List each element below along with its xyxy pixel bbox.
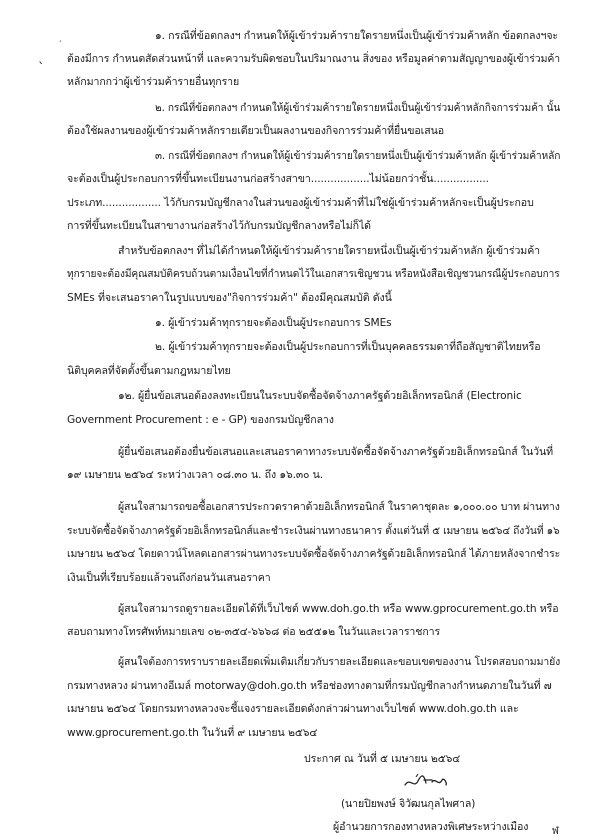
para-line: ๒. ผู้เข้าร่วมค้าทุกรายจะต้องเป็นผู้ประกอบการที่เป็นบุคคลธรรมดาที่ถือสัญชาติไทยหรือ — [155, 341, 541, 353]
para-line: ๓. กรณีที่ข้อตกลงฯ กำหนดให้ผู้เข้าร่วมค้ารายใดรายหนึ่งเป็นผู้เข้าร่วมค้าหลัก ผู้เข้าร่วมค้าหลัก — [155, 150, 561, 162]
para-line: ต้องใช้ผลงานของผู้เข้าร่วมค้าหลักรายเดียวเป็นผลงานของกิจการร่วมค้าที่ยื่นขอเสนอ — [67, 125, 444, 137]
para-line: จะต้องเป็นผู้ประกอบการที่ขึ้นทะเบียนงานก่อสร้างสาขา..................ไม่น้อยกว่าชั้น................. — [67, 173, 489, 185]
para-line: ประเภท.................. ไว้กับกรมบัญชีกลางในส่วนของผู้เข้าร่วมค้าที่ไม่ใช่ผู้เข้าร่วมค้าหลักจะเป็นผู้ประกอบ — [67, 197, 534, 209]
signature-image — [402, 771, 450, 793]
para-line: กรมทางหลวง ผ่านทางอีเมล์ motorway@doh.go.th หรือช่องทางตามที่กรมบัญชีกลางกำหนดภายในวันที่ ๗ — [67, 680, 552, 692]
para-line: ๑๙ เมษายน ๒๕๖๔ ระหว่างเวลา ๐๘.๓๐ น. ถึง ๑๖.๓๐ น. — [67, 469, 324, 481]
para-line: สอบถามทางโทรศัพท์หมายเลข ๐๒-๓๕๔-๖๖๖๘ ต่อ ๒๕๕๑๒ ในวันและเวลาราชการ — [67, 626, 441, 638]
para-line: หลักมากกว่าผู้เข้าร่วมค้ารายอื่นทุกราย — [67, 76, 240, 88]
margin-tick-mark: ˊ — [58, 40, 62, 49]
para-line: Government Procurement : e - GP) ของกรมบัญชีกลาง — [67, 414, 334, 426]
para-line: ผู้สนใจต้องการทราบรายละเอียดเพิ่มเติมเกี่ยวกับรายละเอียดและขอบเขตของงาน โปรดสอบถามมายัง — [118, 656, 561, 668]
para-line: ต้องมีการ กำหนดสัดส่วนหน้าที่ และความรับผิดชอบในปริมาณงาน สิ่งของ หรือมูลค่าตามสัญญาของผู้เข้าร่วมค้า — [67, 53, 561, 65]
para-line: ระบบจัดซื้อจัดจ้างภาครัฐด้วยอิเล็กทรอนิกส์และชำระเงินผ่านทางธนาคาร ตั้งแต่วันที่ ๕ เมษายน ๒๕๖๔ ถึงวันที่ ๑๖ — [67, 525, 560, 537]
para-line: ผู้ยื่นข้อเสนอต้องยื่นข้อเสนอและเสนอราคาทางระบบจัดซื้อจัดจ้างภาครัฐด้วยอิเล็กทรอนิกส์ ในวันที่ — [118, 446, 553, 458]
para-line: ผู้สนใจสามารถขอซื้อเอกสารประกวดราคาด้วยอิเล็กทรอนิกส์ ในราคาชุดละ ๑,๐๐๐.๐๐ บาท ผ่านทาง — [118, 501, 560, 513]
para-line: ๑๒. ผู้ยื่นข้อเสนอต้องลงทะเบียนในระบบจัดซื้อจัดจ้างภาครัฐด้วยอิเล็กทรอนิกส์ (Electronic — [118, 390, 522, 402]
para-line: ๑. กรณีที่ข้อตกลงฯ กำหนดให้ผู้เข้าร่วมค้ารายใดรายหนึ่งเป็นผู้เข้าร่วมค้าหลัก ข้อตกลงฯจะ — [155, 30, 559, 42]
initial-mark: ฬ — [552, 826, 559, 837]
para-line: ๑. ผู้เข้าร่วมค้าทุกรายจะต้องเป็นผู้ประกอบการ SMEs — [155, 317, 392, 329]
para-line: การที่ขึ้นทะเบียนในสาขางานก่อสร้างไว้กับกรมบัญชีกลางหรือไม่ก็ได้ — [67, 220, 371, 232]
para-line: ทุกรายจะต้องมีคุณสมบัติครบถ้วนตามเงื่อนไขที่กำหนดไว้ในเอกสารเชิญชวน หรือหนังสือเชิญชวนกรณีผู้ประกอบการ — [67, 268, 560, 280]
para-line: ๒. กรณีที่ข้อตกลงฯ กำหนดให้ผู้เข้าร่วมค้ารายใดรายหนึ่งเป็นผู้เข้าร่วมค้าหลักกิจการร่วมค้า นั้น — [155, 102, 561, 114]
para-line: เมษายน ๒๕๖๔ โดยกรมทางหลวงจะชี้แจงรายละเอียดดังกล่าวผ่านทางเว็บไซต์ www.doh.go.th และ — [67, 703, 519, 715]
para-line: นิติบุคคลที่จัดตั้งขึ้นตามกฎหมายไทย — [67, 365, 231, 377]
signer-title: ผู้อำนวยการกองทางหลวงพิเศษระหว่างเมือง — [333, 821, 529, 833]
signer-name: (นายปิยพงษ์ จิวัฒนกุลไพศาล) — [341, 798, 476, 810]
announcement-date: ประกาศ ณ วันที่ ๕ เมษายน ๒๕๖๔ — [304, 753, 461, 765]
margin-check-mark: ˎ — [38, 50, 45, 65]
para-line: สำหรับข้อตกลงฯ ที่ไม่ได้กำหนดให้ผู้เข้าร่วมค้ารายใดรายหนึ่งเป็นผู้เข้าร่วมค้าหลัก ผู้เข้าร่วมค้า — [118, 245, 541, 257]
para-line: www.gprocurement.go.th ในวันที่ ๙ เมษายน ๒๕๖๔ — [67, 727, 318, 739]
para-line: เงินเป็นที่เรียบร้อยแล้วจนถึงก่อนวันเสนอราคา — [67, 572, 271, 584]
para-line: ผู้สนใจสามารถดูรายละเอียดได้ที่เว็บไซต์ www.doh.go.th หรือ www.gprocurement.go.th หรือ — [118, 603, 559, 615]
para-line: เมษายน ๒๕๖๔ โดยดาวน์โหลดเอกสารผ่านทางระบบจัดซื้อจัดจ้างภาครัฐด้วยอิเล็กทรอนิกส์ ได้ภายหลังจากชำระ — [67, 548, 561, 560]
para-line: SMEs ที่จะเสนอราคาในรูปแบบของ"กิจการร่วมค้า" ต้องมีคุณสมบัติ ดังนี้ — [67, 292, 392, 304]
